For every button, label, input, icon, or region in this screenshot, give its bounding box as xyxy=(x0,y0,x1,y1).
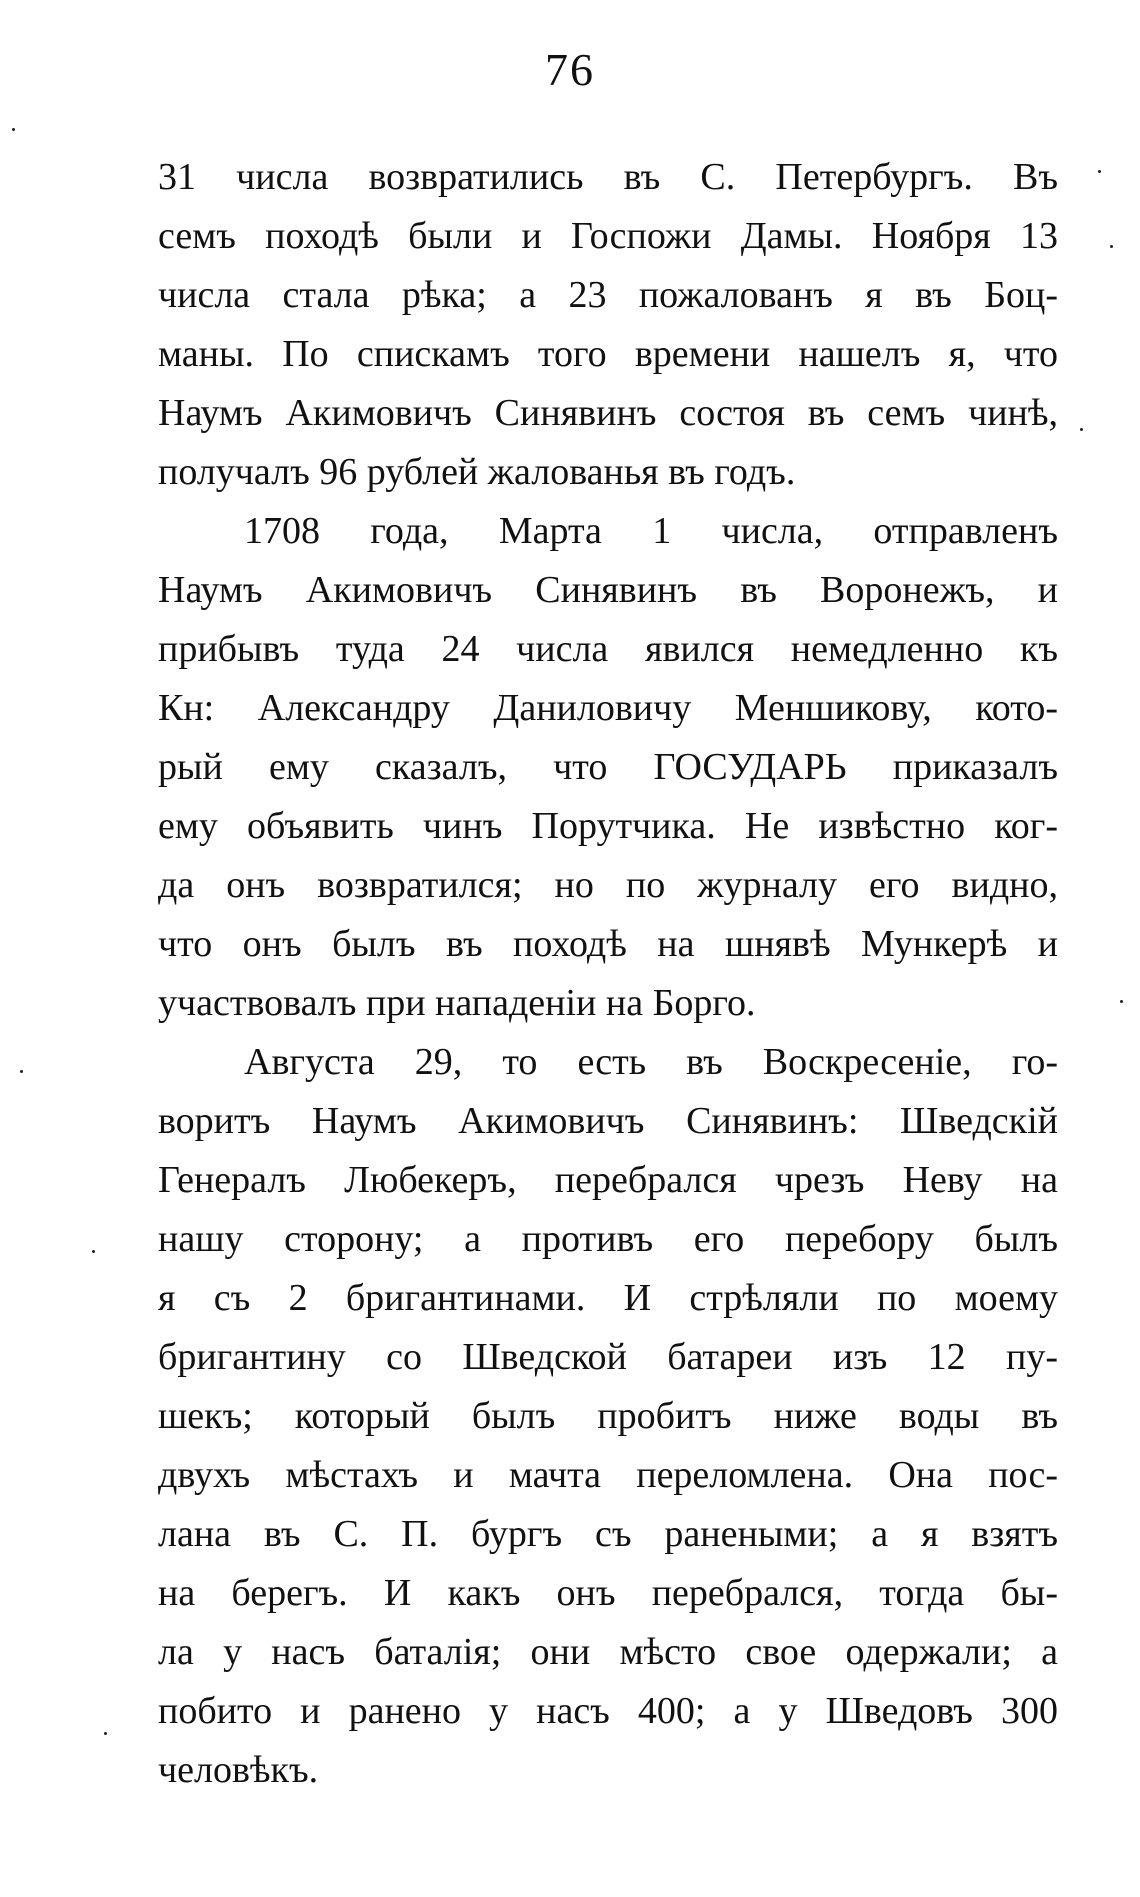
text-line: ла у насъ баталія; они мѣсто свое одержали; а xyxy=(158,1631,1058,1673)
text-line: Августа 29, то есть въ Воскресеніе, го- xyxy=(244,1041,1058,1083)
text-line: получалъ 96 рублей жалованья въ годъ. xyxy=(158,451,796,493)
print-speck xyxy=(20,1070,23,1073)
text-line: двухъ мѣстахъ и мачта переломлена. Она пос- xyxy=(158,1454,1058,1496)
text-line: лана въ С. П. бургъ съ ранеными; а я взятъ xyxy=(158,1513,1058,1555)
page-number: 76 xyxy=(545,44,595,95)
print-speck xyxy=(12,128,15,131)
text-line: Наумъ Акимовичъ Синявинъ въ Воронежъ, и xyxy=(158,569,1058,611)
text-line: шекъ; который былъ пробитъ ниже воды въ xyxy=(158,1395,1058,1437)
text-line: на берегъ. И какъ онъ перебрался, тогда бы- xyxy=(158,1572,1058,1614)
print-speck xyxy=(1080,428,1083,431)
text-line: Кн: Александру Даниловичу Меншикову, кото- xyxy=(158,687,1058,729)
text-line: Генералъ Любекеръ, перебрался чрезъ Неву на xyxy=(158,1159,1058,1201)
body-text xyxy=(158,148,1058,1800)
text-line: человѣкъ. xyxy=(158,1749,319,1791)
print-speck xyxy=(1120,1000,1123,1003)
text-line: 31 числа возвратились въ С. Петербургъ. Въ xyxy=(158,156,1058,198)
text-line: участвовалъ при нападеніи на Борго. xyxy=(158,982,756,1024)
text-line: я съ 2 бригантинами. И стрѣляли по моему xyxy=(158,1277,1058,1319)
text-line: числа стала рѣка; а 23 пожалованъ я въ Боц- xyxy=(158,274,1058,316)
text-line: что онъ былъ въ походѣ на шнявѣ Мункерѣ и xyxy=(158,923,1058,965)
text-line: 1708 года, Марта 1 числа, отправленъ xyxy=(244,510,1058,552)
print-speck xyxy=(1110,245,1113,248)
print-speck xyxy=(1098,170,1101,173)
text-line: воритъ Наумъ Акимовичъ Синявинъ: Шведскій xyxy=(158,1100,1058,1142)
text-line: маны. По спискамъ того времени нашелъ я, что xyxy=(158,333,1058,375)
text-line: прибывъ туда 24 числа явился немедленно къ xyxy=(158,628,1058,670)
print-speck xyxy=(92,1250,95,1253)
text-line: ему объявить чинъ Порутчика. Не извѣстно ког- xyxy=(158,805,1058,847)
text-line: нашу сторону; а противъ его перебору былъ xyxy=(158,1218,1058,1260)
text-line: бригантину со Шведской батареи изъ 12 пу- xyxy=(158,1336,1058,1378)
text-line: побито и ранено у насъ 400; а у Шведовъ 300 xyxy=(158,1690,1058,1732)
print-speck xyxy=(104,1732,107,1735)
text-line: семъ походѣ были и Госпожи Дамы. Ноября 13 xyxy=(158,215,1058,257)
text-line: Наумъ Акимовичъ Синявинъ состоя въ семъ чинѣ, xyxy=(158,392,1058,434)
text-line: да онъ возвратился; но по журналу его видно, xyxy=(158,864,1058,906)
text-line: рый ему сказалъ, что ГОСУДАРЬ приказалъ xyxy=(158,746,1058,788)
